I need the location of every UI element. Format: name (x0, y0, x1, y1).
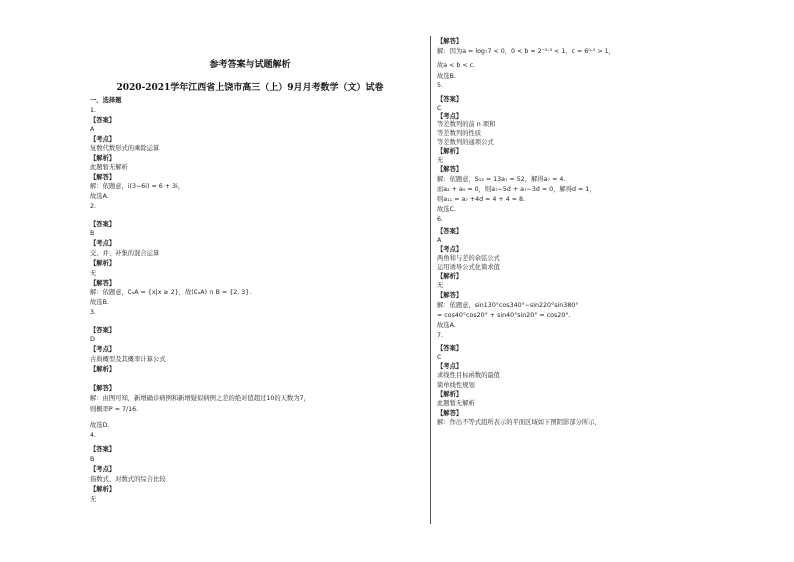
page-title: 参考答案与试题解析 (209, 60, 291, 70)
right-line: 等差数列的前 n 项和 (437, 121, 496, 128)
page-subtitle: 2020-2021学年江西省上饶市高三（上）9月月考数学（文）试卷 (116, 83, 384, 93)
right-line: 【解析】 (437, 391, 463, 398)
left-line: D (90, 336, 95, 343)
left-line: 解：依题意，∁ₐA = {x|x ≥ 2}，故(∁ₐA) ∩ B = {2, 3}. (90, 289, 252, 296)
left-line: 故选B. (90, 299, 109, 306)
left-line: 【解析】 (90, 155, 116, 162)
right-line: 【解析】 (437, 273, 463, 280)
right-line: 而a₂ + a₅ = 0，则a₇−5d + a₇−3d = 0，解得d = 1， (437, 186, 596, 193)
left-line: 【解析】 (90, 486, 116, 493)
left-line: 【答案】 (90, 117, 116, 124)
right-line: 【答案】 (437, 228, 463, 235)
right-line: 【解答】 (437, 292, 463, 299)
left-line: 【解析】 (90, 366, 116, 373)
right-line: = cos40°cos20° + sin40°sin20° = cos20°. (437, 312, 571, 319)
right-line: 则a₁₁ = a₇ +4d = 4 + 4 = 8. (437, 196, 526, 203)
right-line: 故a < b < c. (437, 62, 476, 69)
left-line: 无 (90, 270, 97, 277)
left-line: 【答案】 (90, 327, 116, 334)
left-line: 故选A. (90, 193, 109, 200)
left-line: 【考点】 (90, 136, 116, 143)
right-line: 无 (437, 282, 444, 289)
right-line: 【解答】 (437, 38, 463, 45)
left-line: 古典概型及其概率计算公式 (90, 356, 166, 363)
right-line: 故选A. (437, 322, 456, 329)
left-line: 4. (90, 432, 97, 439)
right-line: 解：因为a = log₇7 < 0，0 < b = 2⁻⁰·³ < 1，c = 6⁰·⁵ > 1， (437, 48, 615, 55)
right-line: 等差数列的性质 (437, 130, 482, 137)
right-line: 解：作出不等式组所表示的平面区域如下图阴影部分所示， (437, 419, 601, 426)
left-line: 【答案】 (90, 221, 116, 228)
right-line: 【考点】 (437, 246, 463, 253)
left-line: 复数代数形式的乘除运算 (90, 145, 160, 152)
right-line: 【答案】 (437, 96, 463, 103)
left-line: 【解答】 (90, 174, 116, 181)
right-line: 【解析】 (437, 148, 463, 155)
left-line: B (90, 456, 95, 463)
right-line: 【解答】 (437, 410, 463, 417)
left-line: 【考点】 (90, 466, 116, 473)
left-line: 一、选择题 (90, 97, 122, 104)
right-line: 无 (437, 157, 444, 164)
right-line: 两角和与差的余弦公式 (437, 255, 500, 262)
left-line: 【解答】 (90, 385, 116, 392)
right-line: 【考点】 (437, 113, 463, 120)
left-line: 则概率P = 7/16. (90, 406, 139, 413)
left-line: 此题暂无解析 (90, 164, 128, 171)
right-line: 6. (437, 216, 444, 223)
column-divider (430, 36, 431, 524)
right-line: 【解答】 (437, 166, 463, 173)
left-line: B (90, 230, 95, 237)
right-line: 运用诱导公式化简求值 (437, 264, 500, 271)
right-line: 【答案】 (437, 345, 463, 352)
left-line: 【考点】 (90, 240, 116, 247)
left-line: 【考点】 (90, 346, 116, 353)
right-line: 故选B. (437, 73, 456, 80)
right-line: C (437, 354, 442, 361)
right-line: A (437, 237, 442, 244)
right-line: 求线性目标函数的最值 (437, 372, 500, 379)
left-line: 【答案】 (90, 446, 116, 453)
left-line: 无 (90, 496, 97, 503)
right-line: C (437, 105, 442, 112)
right-line: 等差数列的通项公式 (437, 139, 494, 146)
right-line: 故选C. (437, 206, 456, 213)
left-line: 交、并、补集的混合运算 (90, 250, 160, 257)
left-line: 故选D. (90, 422, 110, 429)
right-line: 7. (437, 332, 444, 339)
left-line: 【解答】 (90, 280, 116, 287)
left-line: 指数式、对数式的综合比较 (90, 476, 166, 483)
left-line: 【解析】 (90, 260, 116, 267)
left-line: 1. (90, 107, 97, 114)
right-line: 解：依题意，S₁₃ = 13a₇ = 52，解得a₇ = 4. (437, 176, 566, 183)
right-line: 简单线性规划 (437, 382, 475, 389)
right-line: 5. (437, 82, 444, 89)
right-line: 解：依题意，sin130°cos340°−sin220°sin380° (437, 302, 579, 309)
left-line: 3. (90, 309, 97, 316)
left-line: 2. (90, 203, 97, 210)
right-line: 【考点】 (437, 363, 463, 370)
left-line: 解：依题意，i(3−6i) = 6 + 3i， (90, 183, 185, 190)
right-line: 此题暂无解析 (437, 400, 475, 407)
left-line: A (90, 126, 95, 133)
left-line: 解：由图可知，新增确诊病例和新增疑似病例之差的绝对值超过10的天数为7， (90, 395, 310, 402)
